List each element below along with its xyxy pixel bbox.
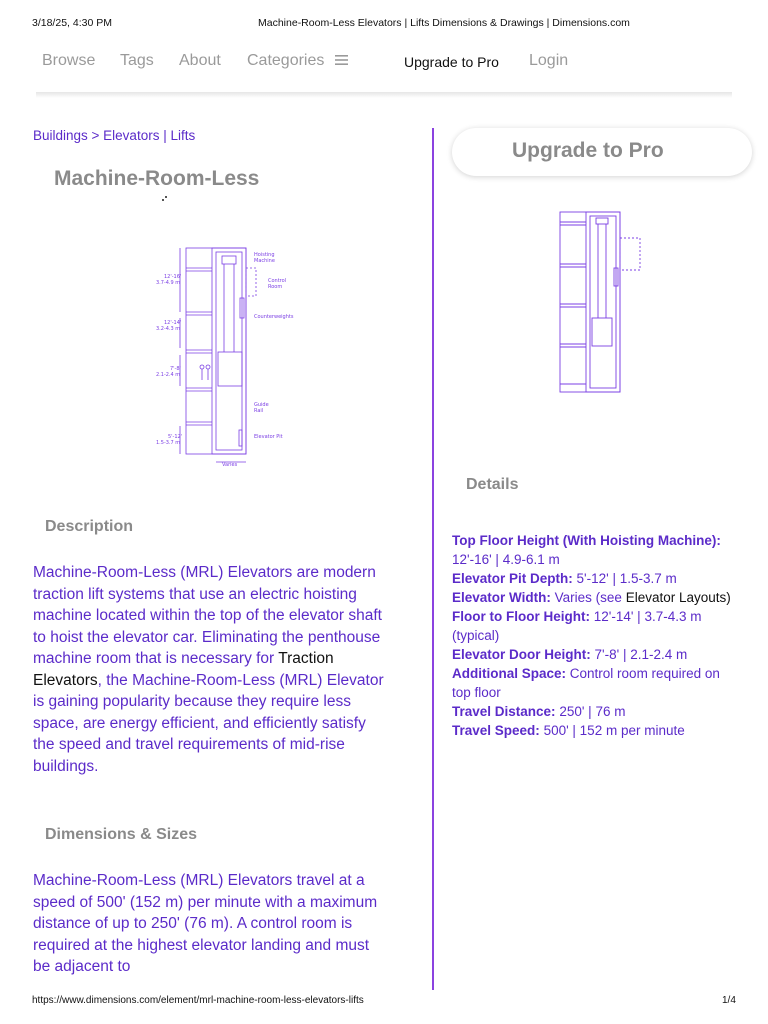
upgrade-pro-button[interactable] bbox=[452, 128, 752, 176]
dimensions-text: Machine-Room-Less (MRL) Elevators travel at a speed of 500' (152 m) per minute with a maximum distance of up to 250' (76 m). A control room is required at the highest elevator landing and must be adjacent to bbox=[33, 872, 378, 975]
detail-travel-distance: Travel Distance: 250' | 76 m bbox=[452, 704, 626, 719]
dim2-b: 3.2-4.3 m bbox=[156, 326, 181, 332]
print-datetime: 3/18/25, 4:30 PM bbox=[32, 17, 112, 29]
detail-pit-depth: Elevator Pit Depth: 5'-12' | 1.5-3.7 m bbox=[452, 571, 677, 586]
print-url: https://www.dimensions.com/element/mrl-machine-room-less-elevators-lifts bbox=[32, 995, 364, 1006]
label-hoisting-2: Machine bbox=[254, 258, 275, 264]
detail-travel-speed: Travel Speed: 500' | 152 m per minute bbox=[452, 723, 685, 738]
dim3-a: 7'-8' bbox=[170, 366, 181, 372]
elevator-thumbnail-diagram bbox=[556, 208, 646, 398]
hamburger-icon bbox=[335, 54, 349, 66]
print-page-number: 1/4 bbox=[722, 995, 736, 1006]
label-hoisting-1: Hoisting bbox=[254, 252, 275, 258]
label-control-2: Room bbox=[268, 284, 283, 290]
nav-tags-link[interactable]: Tags bbox=[120, 52, 154, 69]
nav-upgrade-link[interactable]: Upgrade to Pro bbox=[404, 54, 499, 70]
detail-door-height: Elevator Door Height: 7'-8' | 2.1-2.4 m bbox=[452, 647, 688, 662]
dimensions-heading: Dimensions & Sizes bbox=[45, 826, 198, 843]
description-heading: Description bbox=[45, 518, 134, 535]
nav-browse-link[interactable]: Browse bbox=[42, 52, 96, 69]
elevator-layouts-link[interactable]: Elevator bbox=[625, 590, 676, 605]
nav-shadow bbox=[36, 92, 732, 98]
nav-login-link[interactable]: Login bbox=[529, 52, 569, 69]
label-control-1: Control bbox=[268, 278, 287, 284]
page-title: Machine-Room-Less bbox=[54, 167, 260, 190]
dim1-b: 3.7-4.9 m bbox=[156, 280, 181, 286]
label-guide-1: Guide bbox=[254, 402, 269, 408]
upgrade-pro-label: Upgrade to Pro bbox=[512, 139, 664, 162]
dim1-a: 12'-16' bbox=[164, 274, 182, 280]
dim3-b: 2.1-2.4 m bbox=[156, 372, 181, 378]
nav-about-link[interactable]: About bbox=[179, 52, 221, 69]
dim2-a: 12'-14' bbox=[164, 320, 182, 326]
top-nav bbox=[0, 52, 768, 76]
details-list bbox=[452, 531, 742, 740]
column-divider bbox=[432, 128, 434, 990]
nav-categories-label: Categories bbox=[247, 52, 325, 69]
loading-dots-icon bbox=[162, 196, 168, 202]
label-pit: Elevator Pit bbox=[254, 434, 283, 440]
elevator-section-diagram bbox=[150, 240, 310, 470]
description-text: Machine-Room-Less (MRL) Elevators are modern traction lift systems that use an electric hoisting machine located within the top of the elevator shaft to hoist the elevator car. Eliminating the penthouse machine room that is necessary for Traction Elevators, the Machine-Room-Less (MRL) Elevator is gaining popularity because they require less space, are energy efficient, and efficiently satisfy the speed and travel requirements of mid-rise buildings. bbox=[33, 564, 384, 775]
dim4-a: 5'-12' bbox=[168, 434, 183, 440]
detail-top-floor: Top Floor Height (With Hoisting Machine): 12'-16' | 4.9-6.1 m bbox=[452, 533, 721, 567]
traction-elevators-link[interactable]: Traction Elevators bbox=[33, 650, 334, 689]
label-counterweights: Counterweights bbox=[254, 314, 294, 320]
breadcrumb[interactable]: Buildings > Elevators | Lifts bbox=[33, 128, 196, 143]
details-heading: Details bbox=[466, 476, 519, 493]
nav-categories-link[interactable] bbox=[247, 52, 349, 70]
dim4-b: 1.5-3.7 m bbox=[156, 440, 181, 446]
label-varies: Varies bbox=[222, 462, 238, 468]
detail-additional-space: Additional Space: Control room required on top floor bbox=[452, 666, 720, 700]
detail-floor-height: Floor to Floor Height: 12'-14' | 3.7-4.3 m (typical) bbox=[452, 609, 702, 643]
detail-width: Elevator Width: Varies (see Elevator Layouts) bbox=[452, 590, 731, 605]
label-guide-2: Rail bbox=[254, 408, 264, 414]
print-page-title: Machine-Room-Less Elevators | Lifts Dimensions & Drawings | Dimensions.com bbox=[258, 17, 630, 29]
